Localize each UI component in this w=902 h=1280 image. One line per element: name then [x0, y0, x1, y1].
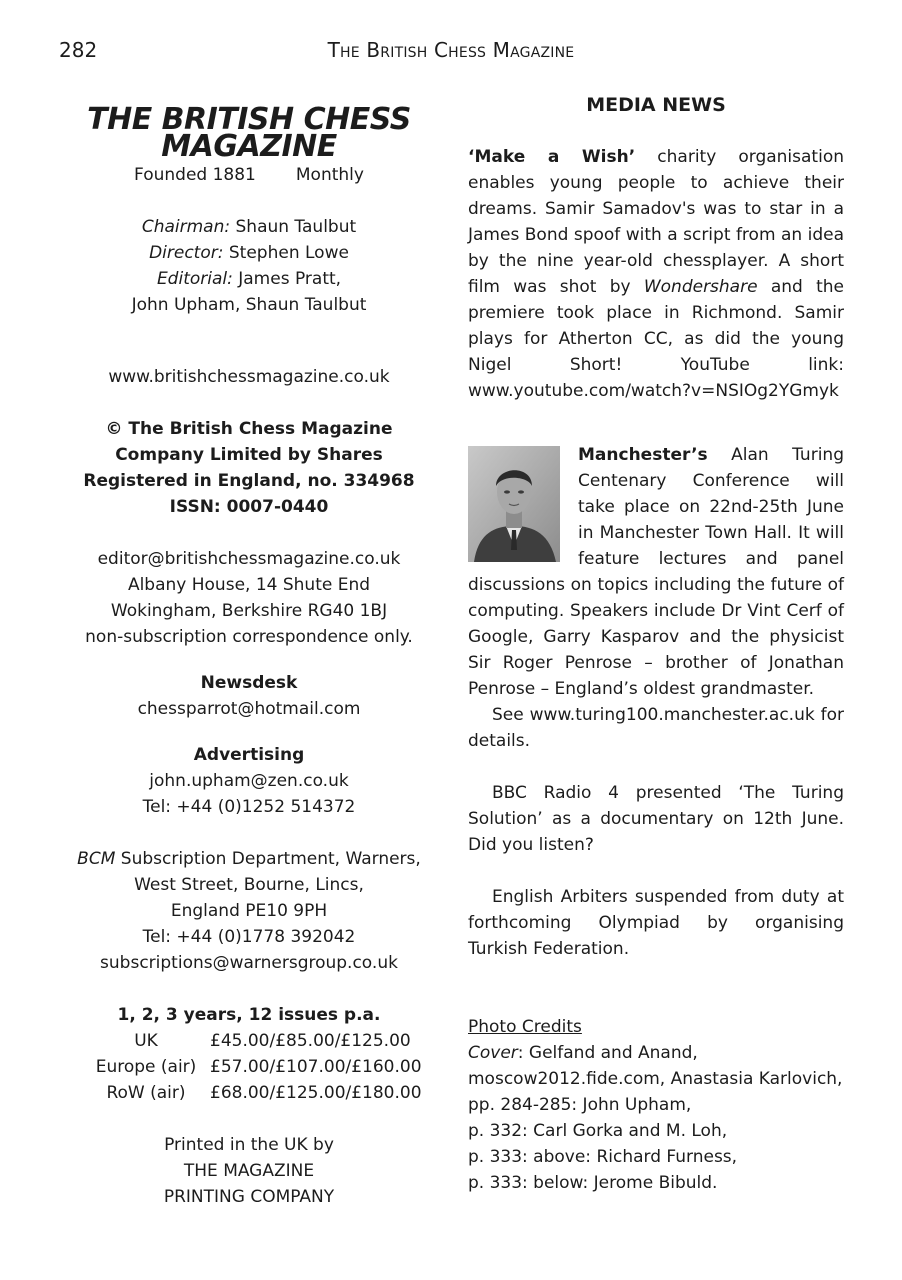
founded-line — [60, 162, 438, 188]
page-number: 282 — [59, 38, 98, 62]
director-line: Director: Stephen Lowe — [149, 243, 349, 263]
editorial-line: Editorial: James Pratt, — [156, 269, 342, 289]
rate-row: UK £45.00/£85.00/£125.00 — [134, 1031, 411, 1051]
media-news-heading: MEDIA NEWS — [586, 94, 726, 116]
news-item-make-a-wish: ‘Make a Wish’ charity organisation enables young people to achieve their dreams. Samir Samadov's was to star in a James Bond spoof with a script from an idea by the nine year-old chessplayer. A short film was shot by Wondershare and the premiere took place in Richmond. Samir plays for Atherton CC, as did the young Nigel Short! YouTube link: www.youtube.com/watch?v=NSIOg2YGmyk — [468, 147, 844, 401]
magazine-title — [60, 102, 438, 164]
credit-line: p. 333: above: Richard Furness, — [468, 1147, 738, 1167]
magazine-title-line1: THE BRITISH CHESS — [87, 102, 411, 137]
news-item-manchester-see: See www.turing100.manchester.ac.uk for details. — [468, 705, 844, 751]
photo-credits — [468, 1014, 844, 1196]
credit-line: p. 333: below: Jerome Bibuld. — [468, 1173, 718, 1193]
credit-line: moscow2012.fide.com, Anastasia Karlovich, — [468, 1069, 843, 1089]
staff-block — [60, 214, 438, 318]
news-item-arbiters: English Arbiters suspended from duty at forthcoming Olympiad by organising Turkish Federation. — [468, 887, 844, 959]
credit-line: pp. 284-285: John Upham, — [468, 1095, 692, 1115]
address-block: editor@britishchessmagazine.co.uk Albany House, 14 Shute End Wokingham, Berkshire RG40 1BJ non-subscription correspondence only. — [60, 546, 438, 650]
website: www.britishchessmagazine.co.uk — [108, 367, 390, 387]
advertising-block: Advertising john.upham@zen.co.uk Tel: +44 (0)1252 514372 — [60, 742, 438, 820]
portrait-icon — [468, 446, 560, 562]
chairman-line: Chairman: Shaun Taulbut — [141, 217, 357, 237]
subscription-block: BCM Subscription Department, Warners, West Street, Bourne, Lincs, England PE10 9PH Tel: +44 (0)1778 392042 subscriptions@warnersgroup.co.uk — [60, 846, 438, 976]
newsdesk-block: Newsdesk chessparrot@hotmail.com — [60, 670, 438, 722]
printer-block: Printed in the UK by THE MAGAZINE PRINTING COMPANY — [163, 1135, 335, 1207]
subscriptions-email: subscriptions@warnersgroup.co.uk — [100, 953, 398, 973]
copyright-block: © The British Chess Magazine Company Limited by Shares Registered in England, no. 334968 ISSN: 0007-0440 — [60, 416, 438, 520]
credit-line: Cover: Gelfand and Anand, — [468, 1043, 698, 1063]
founded-year: Founded 1881 — [134, 165, 256, 185]
newsdesk-email: chessparrot@hotmail.com — [137, 699, 361, 719]
news-item-bbc: BBC Radio 4 presented ‘The Turing Solution’ as a documentary on 12th June. Did you listen? — [468, 783, 844, 855]
masthead-column — [60, 100, 438, 1210]
issn: ISSN: 0007-0440 — [169, 497, 329, 517]
magazine-title-line2: MAGAZINE — [161, 129, 337, 164]
running-title: The British Chess Magazine — [327, 38, 575, 62]
alan-turing-photo — [468, 446, 560, 562]
editorial-line-2: John Upham, Shaun Taulbut — [131, 295, 367, 315]
advertising-email: john.upham@zen.co.uk — [149, 771, 349, 791]
frequency: Monthly — [295, 165, 364, 185]
rates-block: 1, 2, 3 years, 12 issues p.a. UK £45.00/£85.00/£125.00 Europe (air) £57.00/£107.00/£160.00 RoW (air) £68.00/£125.00/£180.00 — [60, 1002, 438, 1106]
photo-credits-heading: Photo Credits — [468, 1017, 582, 1037]
advertising-tel: Tel: +44 (0)1252 514372 — [142, 797, 356, 817]
news-item-manchester: Manchester’s Alan Turing Centenary Conference will take place on 22nd-25th June in Manchester Town Hall. It will feature lectures and panel discussions on topics including the future of computing. Speakers include Dr Vint Cerf of Google, Garry Kasparov and the physicist Sir Roger Penrose – brother of Jonathan Penrose – England’s oldest grandmaster. — [468, 445, 844, 699]
editor-email: editor@britishchessmagazine.co.uk — [97, 549, 401, 569]
rate-row: Europe (air) £57.00/£107.00/£160.00 — [95, 1057, 422, 1077]
credit-line: p. 332: Carl Gorka and M. Loh, — [468, 1121, 728, 1141]
media-news-column — [468, 92, 844, 1196]
rate-row: RoW (air) £68.00/£125.00/£180.00 — [106, 1083, 422, 1103]
